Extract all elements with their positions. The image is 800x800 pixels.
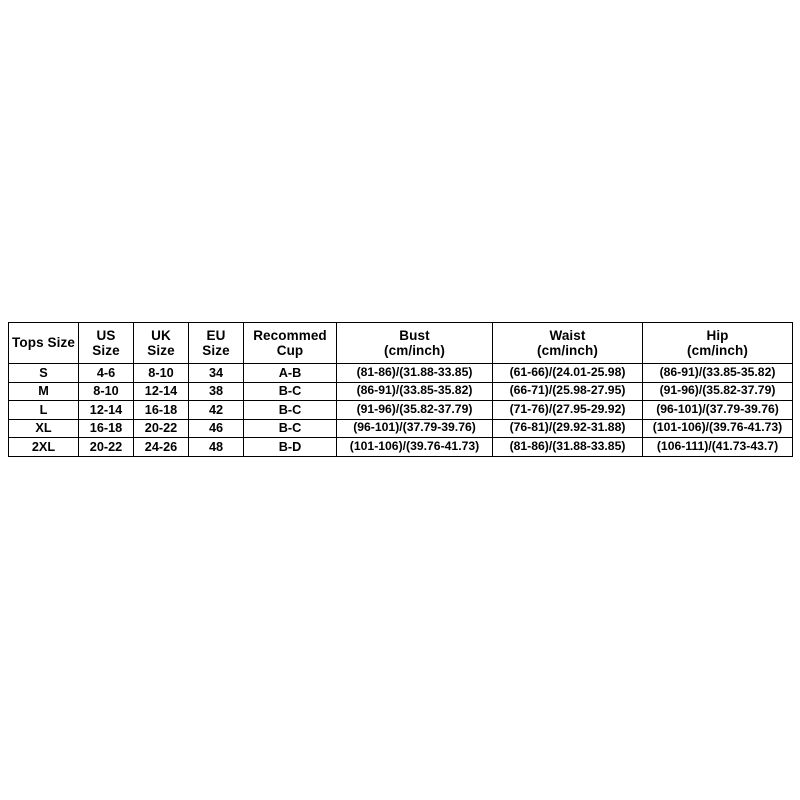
column-header-tops-size-line1: Tops Size (12, 335, 75, 351)
column-header-hip-line2: (cm/inch) (687, 343, 748, 358)
table-header-row (9, 323, 793, 364)
column-header-uk-size-line2: Size (147, 343, 175, 358)
cell-us-size: 8-10 (79, 382, 134, 401)
cell-uk-size: 24-26 (134, 438, 189, 457)
cell-eu-size: 34 (189, 364, 244, 383)
column-header-us-size-line2: Size (92, 343, 120, 358)
size-chart-table (8, 322, 793, 457)
cell-cup: B-C (244, 382, 337, 401)
cell-bust: (81-86)/(31.88-33.85) (337, 364, 493, 383)
column-header-uk-size (134, 323, 189, 364)
cell-hip: (86-91)/(33.85-35.82) (643, 364, 793, 383)
column-header-recommed-cup (244, 323, 337, 364)
cell-uk-size: 20-22 (134, 419, 189, 438)
cell-uk-size: 12-14 (134, 382, 189, 401)
cell-cup: B-C (244, 401, 337, 420)
column-header-hip (643, 323, 793, 364)
cell-hip: (96-101)/(37.79-39.76) (643, 401, 793, 420)
column-header-waist-line2: (cm/inch) (537, 343, 598, 358)
column-header-tops-size (9, 323, 79, 364)
cell-tops-size: L (9, 401, 79, 420)
table-row (9, 364, 793, 383)
cell-cup: B-D (244, 438, 337, 457)
cell-waist: (76-81)/(29.92-31.88) (493, 419, 643, 438)
column-header-waist (493, 323, 643, 364)
column-header-recommed-cup-line1: Recommed Cup (253, 327, 327, 358)
size-chart-body (9, 364, 793, 457)
column-header-bust (337, 323, 493, 364)
table-row (9, 382, 793, 401)
cell-waist: (71-76)/(27.95-29.92) (493, 401, 643, 420)
size-chart-header (9, 323, 793, 364)
cell-tops-size: S (9, 364, 79, 383)
table-row (9, 401, 793, 420)
cell-hip: (106-111)/(41.73-43.7) (643, 438, 793, 457)
cell-bust: (101-106)/(39.76-41.73) (337, 438, 493, 457)
column-header-us-size (79, 323, 134, 364)
cell-us-size: 12-14 (79, 401, 134, 420)
column-header-us-size-line1: US (96, 327, 116, 343)
cell-tops-size: 2XL (9, 438, 79, 457)
cell-us-size: 20-22 (79, 438, 134, 457)
cell-us-size: 4-6 (79, 364, 134, 383)
cell-uk-size: 8-10 (134, 364, 189, 383)
cell-eu-size: 42 (189, 401, 244, 420)
cell-us-size: 16-18 (79, 419, 134, 438)
cell-cup: A-B (244, 364, 337, 383)
column-header-eu-size (189, 323, 244, 364)
cell-waist: (61-66)/(24.01-25.98) (493, 364, 643, 383)
cell-waist: (81-86)/(31.88-33.85) (493, 438, 643, 457)
column-header-hip-line1: Hip (706, 327, 729, 343)
column-header-bust-line1: Bust (399, 327, 430, 343)
table-row (9, 438, 793, 457)
column-header-eu-size-line2: Size (202, 343, 230, 358)
cell-eu-size: 46 (189, 419, 244, 438)
cell-bust: (96-101)/(37.79-39.76) (337, 419, 493, 438)
cell-bust: (91-96)/(35.82-37.79) (337, 401, 493, 420)
column-header-waist-line1: Waist (549, 327, 586, 343)
cell-eu-size: 48 (189, 438, 244, 457)
cell-cup: B-C (244, 419, 337, 438)
cell-tops-size: M (9, 382, 79, 401)
cell-uk-size: 16-18 (134, 401, 189, 420)
cell-eu-size: 38 (189, 382, 244, 401)
cell-waist: (66-71)/(25.98-27.95) (493, 382, 643, 401)
column-header-eu-size-line1: EU (206, 327, 226, 343)
cell-hip: (91-96)/(35.82-37.79) (643, 382, 793, 401)
column-header-uk-size-line1: UK (151, 327, 171, 343)
cell-bust: (86-91)/(33.85-35.82) (337, 382, 493, 401)
size-chart-container (8, 322, 792, 457)
cell-hip: (101-106)/(39.76-41.73) (643, 419, 793, 438)
table-row (9, 419, 793, 438)
column-header-bust-line2: (cm/inch) (384, 343, 445, 358)
cell-tops-size: XL (9, 419, 79, 438)
